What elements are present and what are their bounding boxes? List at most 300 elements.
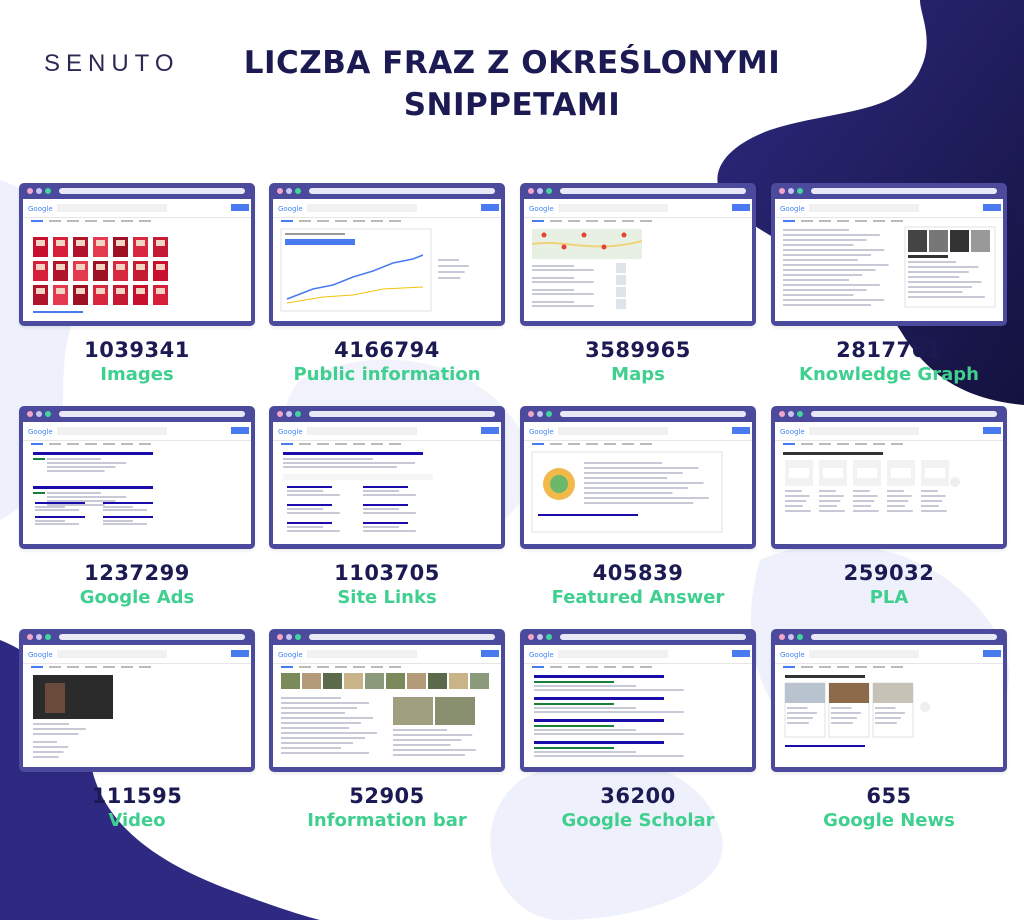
text-line <box>853 500 874 502</box>
page-title <box>212 42 812 126</box>
image-face <box>56 240 65 246</box>
window-dot-icon <box>537 634 543 640</box>
text-line <box>921 490 938 492</box>
result-title <box>538 514 638 516</box>
text-line <box>534 729 636 731</box>
sitelink <box>35 502 85 504</box>
text-line <box>785 505 803 507</box>
text-line <box>783 239 867 241</box>
map-pin-icon <box>622 233 627 238</box>
window-dot-icon <box>788 411 794 417</box>
sitelink <box>287 522 332 524</box>
snippet-count: 405839 <box>592 561 684 585</box>
text-line <box>287 494 340 496</box>
text-line <box>287 512 340 514</box>
snippet-label: Site Links <box>337 587 437 608</box>
tab-line <box>837 666 849 668</box>
snippet-label: Maps <box>611 364 665 385</box>
snippet-card-sitelinks <box>269 406 505 610</box>
image-strip-thumb <box>302 673 321 689</box>
snippet-card-chart <box>269 183 505 387</box>
search-box <box>558 650 668 658</box>
browser-window <box>771 183 1007 326</box>
browser-titlebar <box>23 183 251 199</box>
text-line <box>908 296 985 298</box>
google-logo-icon: Google <box>780 428 805 436</box>
window-dot-icon <box>295 634 301 640</box>
tab-line <box>121 443 133 445</box>
serp-preview <box>775 422 1003 544</box>
panel-image <box>393 697 433 725</box>
tab-line <box>335 443 347 445</box>
place-thumb <box>616 299 626 309</box>
tab-line <box>371 220 383 222</box>
window-dot-icon <box>295 411 301 417</box>
serp-preview <box>273 199 501 321</box>
text-line <box>281 717 373 719</box>
text-line <box>875 707 895 709</box>
text-line <box>783 294 853 296</box>
snippet-count: 52905 <box>349 784 425 808</box>
result-title <box>534 697 664 700</box>
tab-line <box>353 666 365 668</box>
text-line <box>785 495 810 497</box>
text-line <box>33 741 57 743</box>
image-strip-thumb <box>323 673 342 689</box>
map-pin-icon <box>602 245 607 250</box>
search-box <box>57 650 167 658</box>
address-bar <box>309 634 495 640</box>
sitelink <box>103 502 153 504</box>
image-strip-thumb <box>449 673 468 689</box>
window-dot-icon <box>788 188 794 194</box>
window-dot-icon <box>779 634 785 640</box>
text-line <box>393 729 447 731</box>
serp-images-illustration <box>23 199 251 321</box>
tab-line <box>586 220 598 222</box>
text-line <box>783 229 849 231</box>
text-line <box>875 717 901 719</box>
serp-chart-illustration <box>273 199 501 321</box>
tab-line <box>281 666 293 668</box>
tab-line <box>532 443 544 445</box>
snippet-count: 2817761 <box>836 338 942 362</box>
video-figure <box>45 683 65 713</box>
divider <box>273 440 501 441</box>
snippet-count: 111595 <box>91 784 183 808</box>
map-pin-icon <box>582 233 587 238</box>
address-bar <box>560 188 746 194</box>
snippet-card-ads <box>19 406 255 610</box>
snippet-card-featured <box>520 406 756 610</box>
snippet-count: 1237299 <box>84 561 190 585</box>
image-face <box>76 264 85 270</box>
text-line <box>783 304 871 306</box>
browser-titlebar <box>273 183 501 199</box>
browser-titlebar <box>23 629 251 645</box>
text-line <box>47 500 115 502</box>
signin-button <box>481 427 499 434</box>
browser-titlebar <box>273 406 501 422</box>
tab-line <box>49 220 61 222</box>
google-logo-icon: Google <box>278 205 303 213</box>
signin-button <box>481 650 499 657</box>
tab-line <box>837 443 849 445</box>
image-strip-thumb <box>407 673 426 689</box>
image-face <box>156 240 165 246</box>
browser-titlebar <box>524 406 752 422</box>
text-line <box>783 259 858 261</box>
search-box <box>809 427 919 435</box>
image-face <box>136 288 145 294</box>
serp-preview <box>524 645 752 767</box>
text-line <box>47 492 101 494</box>
text-line <box>887 490 904 492</box>
text-line <box>921 505 939 507</box>
text-line <box>393 754 465 756</box>
window-dot-icon <box>286 188 292 194</box>
serp-infobar-illustration <box>273 645 501 767</box>
google-logo-icon: Google <box>278 428 303 436</box>
address-bar <box>811 188 997 194</box>
search-box <box>307 427 417 435</box>
text-line <box>785 490 802 492</box>
text-line <box>532 269 594 271</box>
snippet-label: Featured Answer <box>551 587 725 608</box>
ad-title <box>33 486 153 489</box>
signin-button <box>231 204 249 211</box>
serp-featured-illustration <box>524 422 752 544</box>
text-line <box>819 505 837 507</box>
text-line <box>584 462 662 464</box>
text-line <box>819 500 840 502</box>
text-line <box>819 490 836 492</box>
place-thumb <box>616 275 626 285</box>
tab-line <box>586 666 598 668</box>
text-line <box>281 712 345 714</box>
serp-preview <box>23 422 251 544</box>
text-line <box>532 289 574 291</box>
text-line <box>584 502 693 504</box>
google-logo-icon: Google <box>780 205 805 213</box>
tab-line <box>103 220 115 222</box>
serp-pla-illustration <box>775 422 1003 544</box>
text-line <box>783 299 884 301</box>
tab-line <box>67 220 79 222</box>
tab-line <box>299 443 311 445</box>
search-box <box>558 204 668 212</box>
text-line <box>287 530 340 532</box>
result-url <box>534 703 614 705</box>
tab-line <box>85 443 97 445</box>
serp-preview <box>524 422 752 544</box>
text-line <box>785 510 811 512</box>
text-line <box>783 274 862 276</box>
browser-window <box>520 183 756 326</box>
window-dot-icon <box>537 188 543 194</box>
image-strip-thumb <box>428 673 447 689</box>
google-logo-icon: Google <box>278 651 303 659</box>
serp-ads-illustration <box>23 422 251 544</box>
image-face <box>56 288 65 294</box>
tab-line <box>85 220 97 222</box>
window-dot-icon <box>277 411 283 417</box>
tab-line <box>49 666 61 668</box>
text-line <box>33 311 83 313</box>
text-line <box>393 744 451 746</box>
snippet-label: Video <box>108 810 166 831</box>
divider <box>524 217 752 218</box>
serp-knowledge-illustration <box>775 199 1003 321</box>
text-line <box>875 722 897 724</box>
tab-line <box>299 220 311 222</box>
text-line <box>281 732 377 734</box>
signin-button <box>983 650 1001 657</box>
tab-line <box>550 220 562 222</box>
image-face <box>96 264 105 270</box>
ad-badge <box>33 492 45 494</box>
tab-line <box>67 666 79 668</box>
text-line <box>47 466 115 468</box>
text-line <box>47 504 105 506</box>
text-line <box>584 492 672 494</box>
text-line <box>534 755 684 757</box>
text-line <box>783 269 875 271</box>
window-dot-icon <box>546 411 552 417</box>
text-line <box>47 462 126 464</box>
image-face <box>156 264 165 270</box>
text-line <box>783 289 867 291</box>
signin-button <box>732 427 750 434</box>
text-line <box>783 264 889 266</box>
text-line <box>363 526 399 528</box>
browser-window <box>19 629 255 772</box>
window-dot-icon <box>277 188 283 194</box>
product-shoe <box>925 468 945 478</box>
tab-line <box>622 443 634 445</box>
google-logo-icon: Google <box>28 428 53 436</box>
tab-line <box>819 666 831 668</box>
image-face <box>76 240 85 246</box>
window-dot-icon <box>27 634 33 640</box>
browser-titlebar <box>775 406 1003 422</box>
tab-line <box>139 666 151 668</box>
snippet-label: PLA <box>869 587 909 608</box>
text-line <box>783 284 880 286</box>
window-dot-icon <box>286 634 292 640</box>
text-line <box>285 233 345 235</box>
signin-button <box>732 650 750 657</box>
divider <box>23 663 251 664</box>
text-line <box>33 723 69 725</box>
tab-line <box>604 666 616 668</box>
image-strip-thumb <box>281 673 300 689</box>
google-logo-icon: Google <box>529 651 554 659</box>
search-box <box>809 204 919 212</box>
text-line <box>287 508 323 510</box>
result-url <box>534 725 614 727</box>
window-dot-icon <box>779 411 785 417</box>
text-line <box>534 711 684 713</box>
image-face <box>136 240 145 246</box>
snippet-count: 3589965 <box>585 338 691 362</box>
text-line <box>787 712 817 714</box>
google-logo-icon: Google <box>529 205 554 213</box>
text-line <box>532 305 594 307</box>
sitelink <box>103 516 153 518</box>
text-line <box>787 722 809 724</box>
divider <box>273 217 501 218</box>
window-dot-icon <box>546 634 552 640</box>
window-dot-icon <box>286 411 292 417</box>
text-line <box>785 675 865 678</box>
google-logo-icon: Google <box>28 651 53 659</box>
tab-line <box>317 220 329 222</box>
text-line <box>363 494 416 496</box>
map-pin-icon <box>562 245 567 250</box>
text-line <box>819 495 844 497</box>
sitelink <box>287 486 332 488</box>
text-line <box>283 462 415 464</box>
divider <box>524 663 752 664</box>
window-dot-icon <box>528 411 534 417</box>
image-face <box>116 240 125 246</box>
window-dot-icon <box>27 411 33 417</box>
browser-window <box>269 406 505 549</box>
text-line <box>853 505 871 507</box>
text-line <box>281 697 341 699</box>
snippet-count: 36200 <box>600 784 676 808</box>
snippet-label: Images <box>100 364 174 385</box>
tab-line <box>873 443 885 445</box>
browser-window <box>19 183 255 326</box>
news-image <box>829 683 869 703</box>
signin-button <box>231 427 249 434</box>
serp-video-illustration <box>23 645 251 767</box>
serp-map-illustration <box>524 199 752 321</box>
tab-line <box>67 443 79 445</box>
text-line <box>908 281 982 283</box>
snippet-count: 655 <box>866 784 912 808</box>
text-line <box>921 510 947 512</box>
signin-button <box>231 650 249 657</box>
browser-window <box>19 406 255 549</box>
image-strip-thumb <box>386 673 405 689</box>
text-line <box>393 739 461 741</box>
text-line <box>584 497 709 499</box>
text-line <box>532 301 574 303</box>
next-arrow-icon <box>950 477 960 487</box>
address-bar <box>811 634 997 640</box>
window-dot-icon <box>537 411 543 417</box>
text-line <box>534 707 636 709</box>
text-line <box>363 530 416 532</box>
snippet-count: 1039341 <box>84 338 190 362</box>
text-line <box>35 506 65 508</box>
tab-line <box>103 666 115 668</box>
text-line <box>908 261 956 263</box>
search-box <box>57 204 167 212</box>
browser-window <box>269 629 505 772</box>
text-line <box>33 756 59 758</box>
text-line <box>887 500 908 502</box>
tab-line <box>389 443 401 445</box>
text-line <box>887 505 905 507</box>
snippet-card-knowledge <box>771 183 1007 387</box>
signin-button <box>481 204 499 211</box>
text-line <box>33 751 63 753</box>
tab-line <box>568 443 580 445</box>
sitelink <box>363 504 408 506</box>
serp-sitelinks-illustration <box>273 422 501 544</box>
tab-line <box>121 666 133 668</box>
snippet-card-pla <box>771 406 1007 610</box>
divider <box>524 440 752 441</box>
serp-preview <box>524 199 752 321</box>
text-line <box>103 523 147 525</box>
text-line <box>281 707 357 709</box>
tab-line <box>139 443 151 445</box>
tab-line <box>837 220 849 222</box>
photo-thumb <box>971 230 990 252</box>
text-line <box>534 689 684 691</box>
tab-line <box>801 443 813 445</box>
address-bar <box>309 411 495 417</box>
tab-line <box>604 443 616 445</box>
tab-line <box>873 666 885 668</box>
address-bar <box>59 634 245 640</box>
google-logo-icon: Google <box>780 651 805 659</box>
tab-line <box>121 220 133 222</box>
text-line <box>783 244 853 246</box>
text-line <box>33 728 86 730</box>
browser-titlebar <box>775 629 1003 645</box>
result-title <box>283 452 423 455</box>
text-line <box>363 512 416 514</box>
place-thumb <box>616 263 626 273</box>
tab-line <box>31 443 43 445</box>
image-face <box>116 288 125 294</box>
news-image <box>873 683 913 703</box>
result-title <box>534 719 664 722</box>
tab-line <box>335 220 347 222</box>
search-box <box>307 204 417 212</box>
text-line <box>281 752 369 754</box>
tab-line <box>783 220 795 222</box>
browser-window <box>269 183 505 326</box>
text-line <box>783 279 849 281</box>
snippet-card-scholar <box>520 629 756 833</box>
tab-line <box>640 220 652 222</box>
browser-titlebar <box>524 183 752 199</box>
text-line <box>35 509 79 511</box>
tab-line <box>139 220 151 222</box>
snippet-label: Google Ads <box>79 587 195 608</box>
text-line <box>853 495 878 497</box>
serp-preview <box>775 645 1003 767</box>
serp-preview <box>775 199 1003 321</box>
text-line <box>783 234 880 236</box>
tab-line <box>873 220 885 222</box>
text-line <box>787 717 813 719</box>
browser-titlebar <box>273 629 501 645</box>
text-line <box>783 249 884 251</box>
tab-line <box>371 666 383 668</box>
tab-line <box>550 443 562 445</box>
serp-preview <box>23 645 251 767</box>
signin-button <box>983 427 1001 434</box>
text-line <box>887 495 912 497</box>
